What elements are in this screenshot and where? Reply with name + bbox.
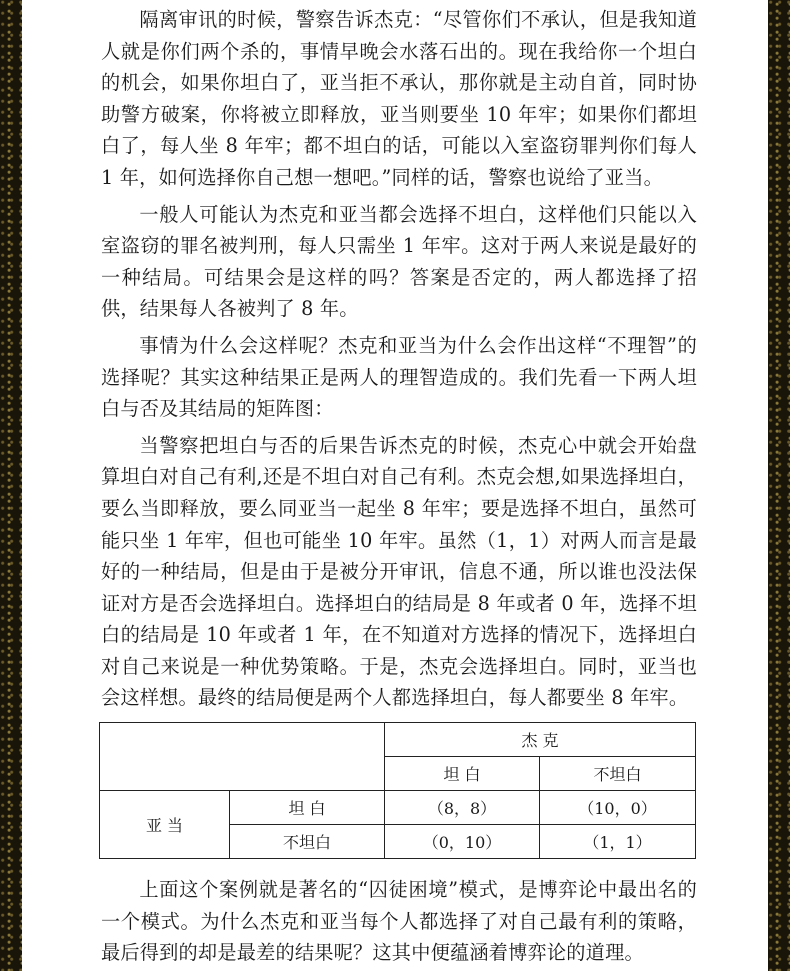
body-text — [101, 4, 697, 714]
row-player-header: 亚 当 — [100, 791, 230, 859]
column-option-deny: 不坦白 — [540, 757, 696, 791]
paragraph-question: 事情为什么会这样呢？杰克和亚当为什么会作出这样“不理智”的选择呢？其实这种结果正是两人的理智造成的。我们先看一下两人坦白与否及其结局的矩阵图： — [101, 333, 697, 421]
paragraph-prisoners-dilemma: 上面这个案例就是著名的“囚徒困境”模式，是博弈论中最出名的一个模式。为什么杰克和亚当每个人都选择了对自己最有利的策略，最后得到的却是最差的结果呢？这其中便蕴涵着博弈论的道理。 — [101, 878, 697, 965]
column-player-header: 杰 克 — [385, 723, 696, 757]
left-decorative-border — [0, 0, 22, 971]
paragraph-interrogation: 隔离审讯的时候，警察告诉杰克：“尽管你们不承认，但是我知道人就是你们两个杀的，事情早晚会水落石出的。现在我给你一个坦白的机会，如果你坦白了，亚当拒不承认，那你就是主动自首，同时协助警方破案，你将被立即释放，亚当则要坐 10 年牢；如果你们都坦白了，每人坐 8 年牢；都不坦白的话，可能以入室盗窃罪判你们每人 1 年，如何选择你自己想一想吧。”同样的话，警察也说给了亚当。 — [101, 8, 697, 189]
row-option-confess: 坦 白 — [230, 791, 385, 825]
column-option-confess: 坦 白 — [385, 757, 540, 791]
paragraph-expectation: 一般人可能认为杰克和亚当都会选择不坦白，这样他们只能以入室盗窃的罪名被判刑，每人只需坐 1 年牢。这对于两人来说是最好的一种结局。可结果会是这样的吗？答案是否定的，两人都选择了招供，结果每人各被判了 8 年。 — [101, 202, 697, 321]
paragraph-reasoning: 当警察把坦白与否的后果告诉杰克的时候，杰克心中就会开始盘算坦白对自己有利,还是不坦白对自己有利。杰克会想,如果选择坦白，要么当即释放，要么同亚当一起坐 8 年牢；要是选择不坦白，虽然可能只坐 1 年牢，但也可能坐 10 年牢。虽然（1，1）对两人而言是最好的一种结局，但是由于是被分开审讯，信息不通，所以谁也没法保证对方是否会选择坦白。选择坦白的结局是 8 年或者 0 年，选择不坦白的结局是 10 年或者 1 年，在不知道对方选择的情况下，选择坦白对自己来说是一种优势策略。于是，杰克会选择坦白。同时，亚当也会这样想。最终的结局便是两个人都选择坦白，每人都要坐 8 年牢。 — [101, 433, 697, 710]
payoff-matrix-table — [99, 722, 696, 859]
right-decorative-border — [768, 0, 790, 971]
payoff-cell: （8，8） — [385, 791, 540, 825]
row-option-deny: 不坦白 — [230, 825, 385, 859]
payoff-cell: （10，0） — [540, 791, 696, 825]
payoff-cell: （0，10） — [385, 825, 540, 859]
matrix-corner-cell — [100, 723, 385, 791]
book-page — [22, 0, 768, 971]
closing-text — [101, 874, 697, 969]
payoff-cell: （1，1） — [540, 825, 696, 859]
